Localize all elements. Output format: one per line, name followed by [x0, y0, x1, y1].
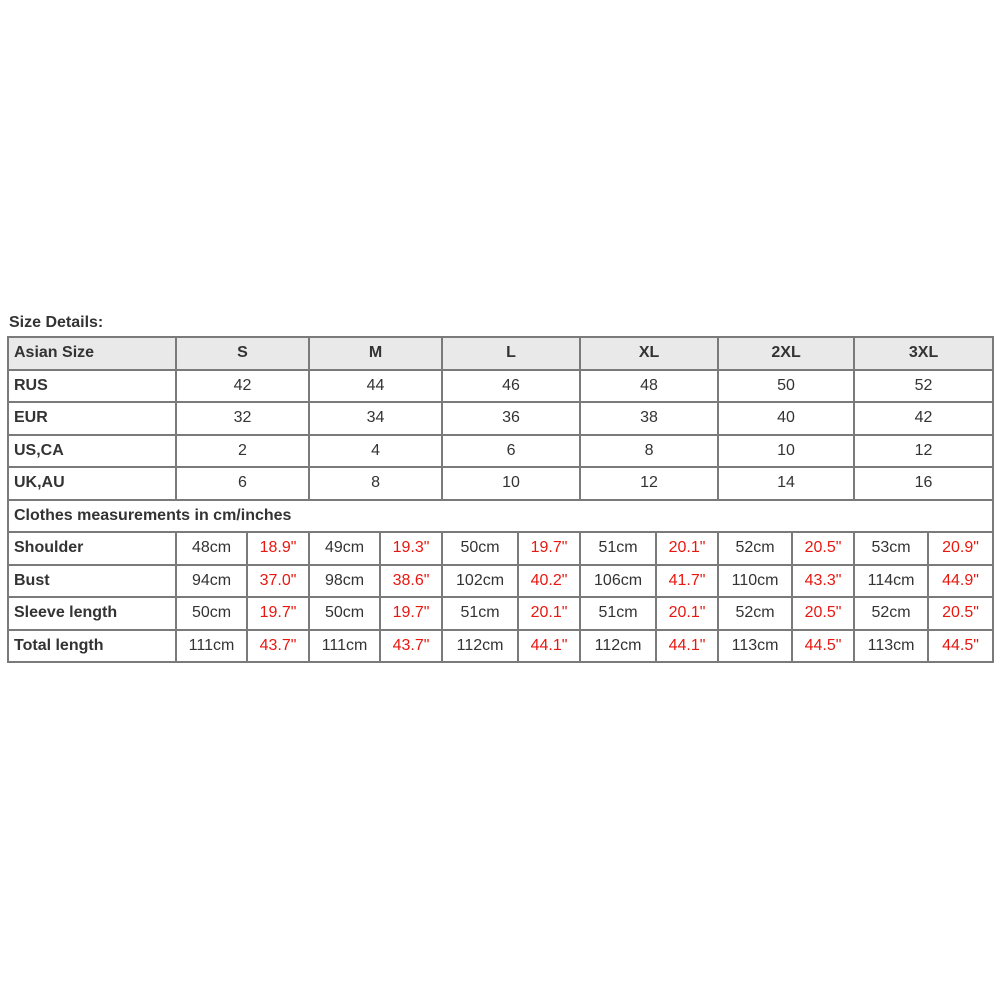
cm-value-cell: 111cm	[309, 630, 380, 663]
conversion-row	[8, 370, 993, 403]
inch-value-cell: 20.5"	[792, 597, 854, 630]
conversion-value-cell: 42	[176, 370, 309, 403]
header-row	[8, 337, 993, 370]
inch-value-cell: 43.7"	[380, 630, 442, 663]
row-label-cell: Bust	[8, 565, 176, 598]
inch-value-cell: 44.1"	[656, 630, 718, 663]
size-header-cell: 2XL	[718, 337, 854, 370]
inch-value-cell: 41.7"	[656, 565, 718, 598]
inch-value-cell: 44.9"	[928, 565, 993, 598]
conversion-value-cell: 42	[854, 402, 993, 435]
inch-value-cell: 20.5"	[928, 597, 993, 630]
measurement-row	[8, 597, 993, 630]
cm-value-cell: 52cm	[854, 597, 928, 630]
row-label-cell: US,CA	[8, 435, 176, 468]
cm-value-cell: 50cm	[176, 597, 247, 630]
cm-value-cell: 114cm	[854, 565, 928, 598]
conversion-value-cell: 2	[176, 435, 309, 468]
measurement-row	[8, 630, 993, 663]
cm-value-cell: 102cm	[442, 565, 518, 598]
inch-value-cell: 44.5"	[928, 630, 993, 663]
conversion-value-cell: 36	[442, 402, 580, 435]
size-details-title: Size Details:	[9, 314, 104, 331]
conversion-value-cell: 12	[854, 435, 993, 468]
inch-value-cell: 37.0"	[247, 565, 309, 598]
conversion-value-cell: 44	[309, 370, 442, 403]
conversion-row	[8, 467, 993, 500]
inch-value-cell: 43.3"	[792, 565, 854, 598]
measurements-section-label: Clothes measurements in cm/inches	[8, 500, 993, 533]
cm-value-cell: 111cm	[176, 630, 247, 663]
cm-value-cell: 98cm	[309, 565, 380, 598]
row-label-cell: Shoulder	[8, 532, 176, 565]
inch-value-cell: 19.7"	[247, 597, 309, 630]
cm-value-cell: 48cm	[176, 532, 247, 565]
cm-value-cell: 52cm	[718, 532, 792, 565]
cm-value-cell: 112cm	[442, 630, 518, 663]
conversion-value-cell: 46	[442, 370, 580, 403]
conversion-value-cell: 8	[580, 435, 718, 468]
size-header-cell: S	[176, 337, 309, 370]
conversion-value-cell: 8	[309, 467, 442, 500]
inch-value-cell: 19.7"	[518, 532, 580, 565]
cm-value-cell: 49cm	[309, 532, 380, 565]
conversion-value-cell: 14	[718, 467, 854, 500]
cm-value-cell: 50cm	[442, 532, 518, 565]
conversion-value-cell: 48	[580, 370, 718, 403]
measurement-row	[8, 565, 993, 598]
inch-value-cell: 19.3"	[380, 532, 442, 565]
conversion-value-cell: 4	[309, 435, 442, 468]
conversion-value-cell: 6	[176, 467, 309, 500]
row-label-cell: EUR	[8, 402, 176, 435]
inch-value-cell: 40.2"	[518, 565, 580, 598]
inch-value-cell: 38.6"	[380, 565, 442, 598]
inch-value-cell: 20.9"	[928, 532, 993, 565]
cm-value-cell: 112cm	[580, 630, 656, 663]
cm-value-cell: 53cm	[854, 532, 928, 565]
conversion-value-cell: 32	[176, 402, 309, 435]
section-row	[8, 500, 993, 533]
inch-value-cell: 44.5"	[792, 630, 854, 663]
conversion-value-cell: 38	[580, 402, 718, 435]
measurement-row	[8, 532, 993, 565]
size-header-cell: XL	[580, 337, 718, 370]
inch-value-cell: 20.1"	[518, 597, 580, 630]
conversion-value-cell: 10	[442, 467, 580, 500]
row-label-cell: Total length	[8, 630, 176, 663]
conversion-value-cell: 12	[580, 467, 718, 500]
inch-value-cell: 43.7"	[247, 630, 309, 663]
cm-value-cell: 106cm	[580, 565, 656, 598]
conversion-value-cell: 34	[309, 402, 442, 435]
conversion-value-cell: 52	[854, 370, 993, 403]
row-label-cell: UK,AU	[8, 467, 176, 500]
size-header-cell: 3XL	[854, 337, 993, 370]
cm-value-cell: 110cm	[718, 565, 792, 598]
cm-value-cell: 113cm	[718, 630, 792, 663]
cm-value-cell: 51cm	[442, 597, 518, 630]
size-chart-table	[7, 336, 994, 663]
conversion-value-cell: 16	[854, 467, 993, 500]
cm-value-cell: 51cm	[580, 597, 656, 630]
conversion-value-cell: 40	[718, 402, 854, 435]
row-label-cell: Sleeve length	[8, 597, 176, 630]
cm-value-cell: 113cm	[854, 630, 928, 663]
conversion-row	[8, 402, 993, 435]
inch-value-cell: 44.1"	[518, 630, 580, 663]
cm-value-cell: 50cm	[309, 597, 380, 630]
inch-value-cell: 20.5"	[792, 532, 854, 565]
conversion-value-cell: 10	[718, 435, 854, 468]
inch-value-cell: 18.9"	[247, 532, 309, 565]
cm-value-cell: 52cm	[718, 597, 792, 630]
cm-value-cell: 51cm	[580, 532, 656, 565]
size-header-cell: L	[442, 337, 580, 370]
inch-value-cell: 19.7"	[380, 597, 442, 630]
conversion-value-cell: 6	[442, 435, 580, 468]
conversion-row	[8, 435, 993, 468]
inch-value-cell: 20.1"	[656, 532, 718, 565]
conversion-value-cell: 50	[718, 370, 854, 403]
inch-value-cell: 20.1"	[656, 597, 718, 630]
cm-value-cell: 94cm	[176, 565, 247, 598]
size-header-cell: M	[309, 337, 442, 370]
header-label-cell: Asian Size	[8, 337, 176, 370]
row-label-cell: RUS	[8, 370, 176, 403]
